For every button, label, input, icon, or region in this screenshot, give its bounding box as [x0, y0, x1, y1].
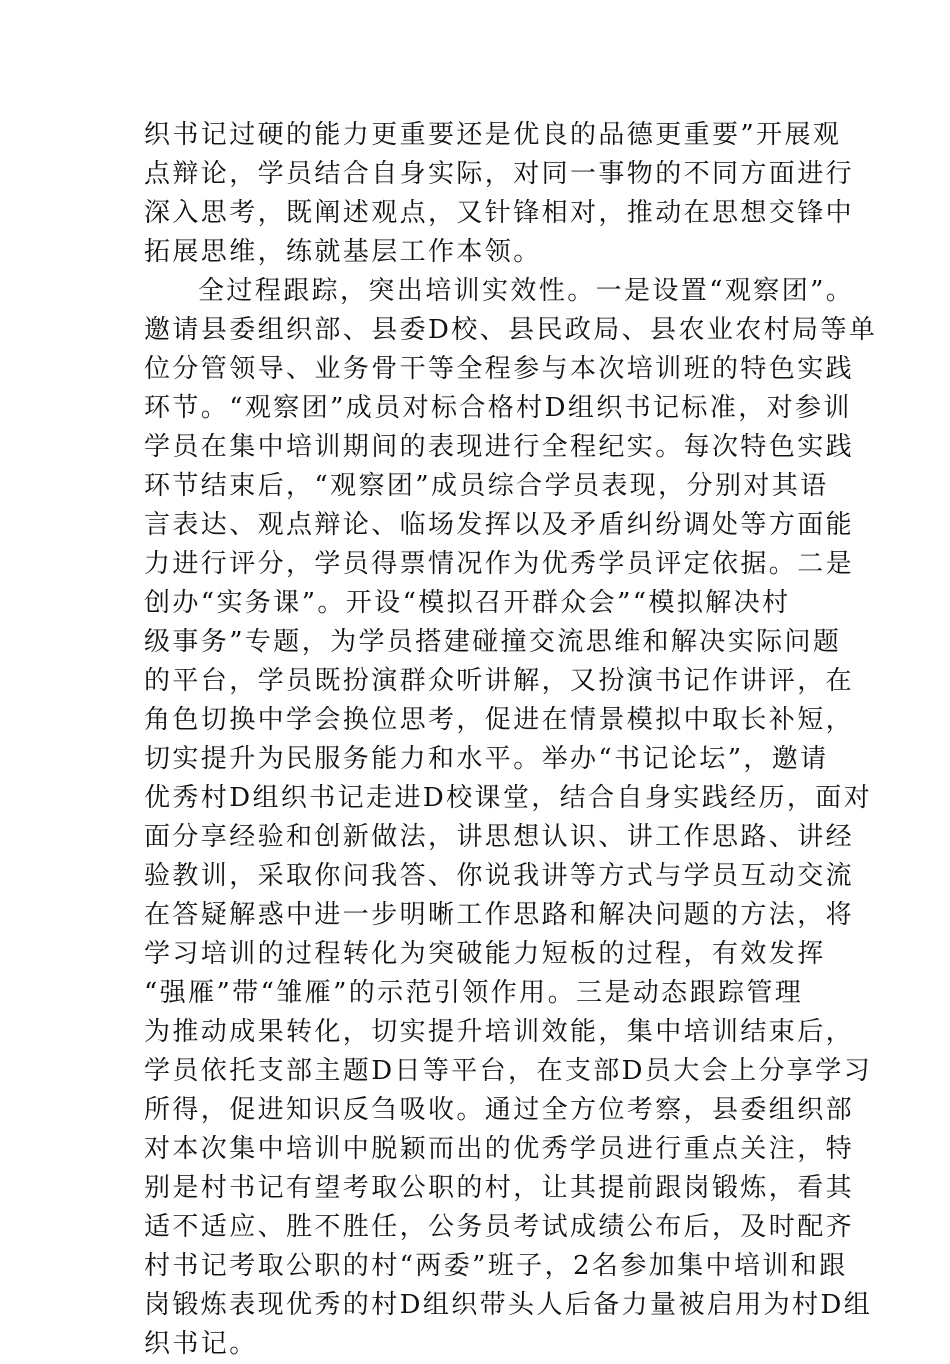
text-line: 学员依托支部主题D日等平台，在支部D员大会上分享学习: [144, 1056, 873, 1086]
text-line: 言表达、观点辩论、临场发挥以及矛盾纠纷调处等方面能: [144, 510, 855, 540]
paragraph-2: [144, 272, 878, 1364]
text-line: 点辩论，学员结合自身实际，对同一事物的不同方面进行: [144, 159, 855, 189]
text-line: 的平台，学员既扮演群众听讲解，又扮演书记作讲评，在: [144, 666, 855, 696]
text-line: 学员在集中培训期间的表现进行全程纪实。每次特色实践: [144, 432, 855, 462]
paragraph-1: [144, 116, 855, 272]
text-line: 邀请县委组织部、县委D校、县民政局、县农业农村局等单: [144, 315, 878, 345]
text-line: 验教训，采取你问我答、你说我讲等方式与学员互动交流: [144, 861, 855, 891]
text-line: 级事务”专题，为学员搭建碰撞交流思维和解决实际问题: [144, 627, 842, 657]
text-line: 岗锻炼表现优秀的村D组织带头人后备力量被启用为村D组: [144, 1290, 873, 1320]
text-line: 别是村书记有望考取公职的村，让其提前跟岗锻炼，看其: [144, 1173, 855, 1203]
text-line: 村书记考取公职的村“两委”班子，2名参加集中培训和跟: [144, 1251, 848, 1281]
document-body: [144, 116, 878, 1364]
text-line: 织书记过硬的能力更重要还是优良的品德更重要”开展观: [144, 120, 842, 150]
text-line: 织书记。: [144, 1329, 258, 1359]
text-line: 深入思考，既阐述观点，又针锋相对，推动在思想交锋中: [144, 198, 855, 228]
text-line: 在答疑解惑中进一步明晰工作思路和解决问题的方法，将: [144, 900, 855, 930]
text-line: 创办“实务课”。开设“模拟召开群众会”“模拟解决村: [144, 588, 791, 618]
text-line: 对本次集中培训中脱颖而出的优秀学员进行重点关注，特: [144, 1134, 855, 1164]
text-line: 力进行评分，学员得票情况作为优秀学员评定依据。二是: [144, 549, 855, 579]
text-line: 所得，促进知识反刍吸收。通过全方位考察，县委组织部: [144, 1095, 855, 1125]
text-line: “强雁”带“雏雁”的示范引领作用。三是动态跟踪管理: [144, 978, 804, 1008]
text-line: 角色切换中学会换位思考，促进在情景模拟中取长补短，: [144, 705, 855, 735]
text-line: 拓展思维，练就基层工作本领。: [144, 237, 542, 267]
text-line: 环节。“观察团”成员对标合格村D组织书记标准，对参训: [144, 393, 852, 423]
text-line: 为推动成果转化，切实提升培训效能，集中培训结束后，: [144, 1017, 855, 1047]
text-line: 全过程跟踪，突出培训实效性。一是设置“观察团”。: [198, 276, 855, 306]
text-line: 优秀村D组织书记走进D校课堂，结合自身实践经历，面对: [144, 783, 873, 813]
text-line: 位分管领导、业务骨干等全程参与本次培训班的特色实践: [144, 354, 855, 384]
text-line: 环节结束后，“观察团”成员综合学员表现，分别对其语: [144, 471, 829, 501]
text-line: 适不适应、胜不胜任，公务员考试成绩公布后，及时配齐: [144, 1212, 855, 1242]
text-line: 面分享经验和创新做法，讲思想认识、讲工作思路、讲经: [144, 822, 855, 852]
text-line: 学习培训的过程转化为突破能力短板的过程，有效发挥: [144, 939, 826, 969]
text-line: 切实提升为民服务能力和水平。举办“书记论坛”，邀请: [144, 744, 829, 774]
